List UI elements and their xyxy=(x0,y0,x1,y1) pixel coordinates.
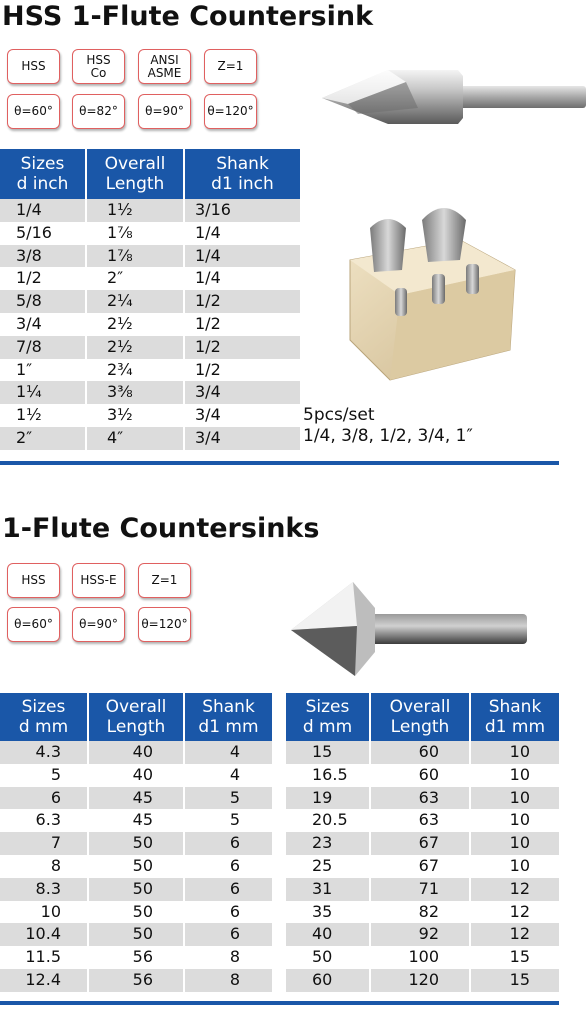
table-cell: 10 xyxy=(470,787,559,810)
table-cell: 3/16 xyxy=(184,199,300,222)
set-note xyxy=(303,405,473,447)
table-cell: 71 xyxy=(370,878,470,901)
table-cell: 5 xyxy=(184,787,272,810)
header-overall-length: Overall Length xyxy=(370,693,470,741)
table-cell: 60 xyxy=(286,969,370,992)
table-cell: 2½ xyxy=(86,336,184,359)
table-cell: 50 xyxy=(88,878,184,901)
badge-angle-90: θ=90° xyxy=(72,607,125,642)
table-cell: 1/4 xyxy=(195,222,221,242)
table-cell: 67 xyxy=(370,832,470,855)
table-cell: 2½ xyxy=(86,313,184,336)
header-shank: Shank d1 mm xyxy=(184,693,272,741)
table-row xyxy=(286,878,559,901)
badge-angle-60: θ=60° xyxy=(7,94,60,129)
table-cell: 5/16 xyxy=(0,222,86,245)
table-cell: 10 xyxy=(0,901,88,924)
set-sizes: 1/4, 3/8, 1/2, 3/4, 1″ xyxy=(303,426,473,446)
table-row xyxy=(0,222,300,245)
table-cell: 120 xyxy=(370,969,470,992)
table-cell: 1/2 xyxy=(184,290,300,313)
table-cell: 25 xyxy=(286,855,370,878)
table-row xyxy=(0,427,300,450)
table-cell: 92 xyxy=(370,923,470,946)
table-row xyxy=(0,290,300,313)
table-cell: 15 xyxy=(509,947,530,967)
table-cell: 4″ xyxy=(86,427,184,450)
section1-divider xyxy=(0,461,559,465)
table-cell: 3⅜ xyxy=(86,381,184,404)
table-cell: 35 xyxy=(286,901,370,924)
table-cell: 8.3 xyxy=(0,878,88,901)
countersink-image xyxy=(318,48,587,128)
table-row xyxy=(286,946,559,969)
table-cell: 6 xyxy=(0,787,88,810)
table-cell: 10 xyxy=(470,832,559,855)
table-cell: 10 xyxy=(509,810,530,830)
header-shank: Shank d1 inch xyxy=(184,149,300,199)
table-cell: 1⅞ xyxy=(86,222,184,245)
table-cell: 15 xyxy=(470,969,559,992)
table-cell: 1″ xyxy=(0,359,86,382)
table-cell: 56 xyxy=(88,946,184,969)
table-row xyxy=(286,787,559,810)
table-cell: 67 xyxy=(370,855,470,878)
badge-material-co: HSS Co xyxy=(72,49,125,84)
table-row xyxy=(286,923,559,946)
inch-table-body xyxy=(0,199,300,450)
table-cell: 3/4 xyxy=(184,427,300,450)
table-cell: 63 xyxy=(370,809,470,832)
table-cell: 5 xyxy=(0,764,88,787)
badge-flutes: Z=1 xyxy=(204,49,257,84)
countersink-mm-image xyxy=(285,578,535,678)
table-cell: 50 xyxy=(286,946,370,969)
table-cell: 1/2 xyxy=(0,267,86,290)
table-cell: 1½ xyxy=(86,199,184,222)
header-shank: Shank d1 mm xyxy=(470,693,559,741)
table-cell: 45 xyxy=(88,787,184,810)
table-cell: 16.5 xyxy=(286,764,370,787)
header-sizes: Sizes d inch xyxy=(0,149,86,199)
table-row xyxy=(0,381,300,404)
table-cell: 15 xyxy=(286,741,370,764)
table-cell: 4 xyxy=(229,764,240,784)
badge-angle-120: θ=120° xyxy=(204,94,257,129)
table-cell: 60 xyxy=(370,764,470,787)
countersink-set-image xyxy=(340,200,520,385)
table-cell: 4.3 xyxy=(0,741,88,764)
table-row xyxy=(286,741,559,764)
table-cell: 8 xyxy=(229,947,240,967)
table-cell: 40 xyxy=(88,741,184,764)
table-cell: 5/8 xyxy=(0,290,86,313)
table-cell: 7/8 xyxy=(0,336,86,359)
table-row xyxy=(0,832,272,855)
table-row xyxy=(286,855,559,878)
badge-angle-120: θ=120° xyxy=(138,607,191,642)
table-header-row xyxy=(286,693,559,741)
table-cell: 3½ xyxy=(86,404,184,427)
badge-material: HSS xyxy=(7,49,60,84)
table-cell: 3/4 xyxy=(0,313,86,336)
header-overall-length: Overall Length xyxy=(86,149,184,199)
badge-flutes: Z=1 xyxy=(138,563,191,598)
table-cell: 6 xyxy=(184,832,272,855)
table-cell: 12.4 xyxy=(0,969,88,992)
table-cell: 10 xyxy=(470,741,559,764)
table-cell: 1/2 xyxy=(184,336,300,359)
table-row xyxy=(0,764,272,787)
table-row xyxy=(0,878,272,901)
header-sizes: Sizes d mm xyxy=(286,693,370,741)
table-row xyxy=(286,809,559,832)
table-cell: 50 xyxy=(88,855,184,878)
section1-title: HSS 1-Flute Countersink xyxy=(2,1,374,32)
table-cell: 10 xyxy=(509,855,530,875)
section2-title: 1-Flute Countersinks xyxy=(2,513,320,544)
badge-material: HSS xyxy=(7,563,60,598)
badge-angle-60: θ=60° xyxy=(7,607,60,642)
table-cell: 3/4 xyxy=(195,405,221,425)
table-cell: 3/8 xyxy=(0,245,86,268)
table-cell: 2¾ xyxy=(86,359,184,382)
table-cell: 1/2 xyxy=(195,313,221,333)
badge-standard: ANSI ASME xyxy=(138,49,191,84)
table-cell: 40 xyxy=(286,923,370,946)
table-cell: 8 xyxy=(0,855,88,878)
table-header-row xyxy=(0,693,272,741)
table-cell: 11.5 xyxy=(0,946,88,969)
table-cell: 6 xyxy=(229,901,240,921)
table-row xyxy=(0,787,272,810)
table-cell: 31 xyxy=(286,878,370,901)
table-cell: 12 xyxy=(470,878,559,901)
table-cell: 1/2 xyxy=(195,359,221,379)
table-cell: 6 xyxy=(184,923,272,946)
mm-left-table-body xyxy=(0,741,272,992)
table-cell: 1/4 xyxy=(0,199,86,222)
table-cell: 50 xyxy=(88,923,184,946)
header-overall-length: Overall Length xyxy=(88,693,184,741)
mm-size-table-right xyxy=(286,693,559,992)
table-cell: 1/4 xyxy=(184,245,300,268)
badge-material-e: HSS-E xyxy=(72,563,125,598)
table-row xyxy=(0,199,300,222)
table-cell: 7 xyxy=(0,832,88,855)
table-row xyxy=(0,245,300,268)
table-cell: 6.3 xyxy=(0,809,88,832)
badge-angle-90: θ=90° xyxy=(138,94,191,129)
table-cell: 56 xyxy=(88,969,184,992)
table-row xyxy=(0,336,300,359)
table-cell: 20.5 xyxy=(286,809,370,832)
table-cell: 2″ xyxy=(0,427,86,450)
table-cell: 8 xyxy=(184,969,272,992)
table-row xyxy=(286,901,559,924)
table-row xyxy=(286,969,559,992)
section2-divider xyxy=(0,1001,559,1005)
mm-size-table-left xyxy=(0,693,272,992)
table-row xyxy=(0,901,272,924)
table-cell: 50 xyxy=(88,901,184,924)
table-cell: 5 xyxy=(229,810,240,830)
table-cell: 82 xyxy=(370,901,470,924)
table-cell: 10.4 xyxy=(0,923,88,946)
table-row xyxy=(0,267,300,290)
table-cell: 100 xyxy=(370,946,470,969)
badge-angle-82: θ=82° xyxy=(72,94,125,129)
table-cell: 63 xyxy=(370,787,470,810)
table-row xyxy=(0,741,272,764)
table-cell: 1⅞ xyxy=(86,245,184,268)
table-cell: 3/4 xyxy=(184,381,300,404)
table-cell: 50 xyxy=(88,832,184,855)
table-cell: 6 xyxy=(184,878,272,901)
table-row xyxy=(0,359,300,382)
table-cell: 40 xyxy=(88,764,184,787)
table-row xyxy=(0,404,300,427)
table-cell: 4 xyxy=(184,741,272,764)
set-count: 5pcs/set xyxy=(303,405,375,425)
table-header-row xyxy=(0,149,300,199)
table-row xyxy=(0,855,272,878)
table-cell: 1/4 xyxy=(195,268,221,288)
table-cell: 6 xyxy=(229,855,240,875)
table-cell: 23 xyxy=(286,832,370,855)
table-cell: 2″ xyxy=(86,267,184,290)
header-sizes: Sizes d mm xyxy=(0,693,88,741)
table-cell: 45 xyxy=(88,809,184,832)
table-cell: 1½ xyxy=(0,404,86,427)
table-cell: 2¼ xyxy=(86,290,184,313)
table-row xyxy=(0,809,272,832)
table-row xyxy=(0,313,300,336)
mm-right-table-body xyxy=(286,741,559,992)
table-row xyxy=(0,923,272,946)
inch-size-table xyxy=(0,149,300,450)
table-row xyxy=(0,969,272,992)
table-row xyxy=(286,832,559,855)
table-cell: 60 xyxy=(370,741,470,764)
table-row xyxy=(0,946,272,969)
table-cell: 12 xyxy=(509,901,530,921)
table-cell: 19 xyxy=(286,787,370,810)
table-row xyxy=(286,764,559,787)
table-cell: 12 xyxy=(470,923,559,946)
table-cell: 1¼ xyxy=(0,381,86,404)
table-cell: 10 xyxy=(509,764,530,784)
